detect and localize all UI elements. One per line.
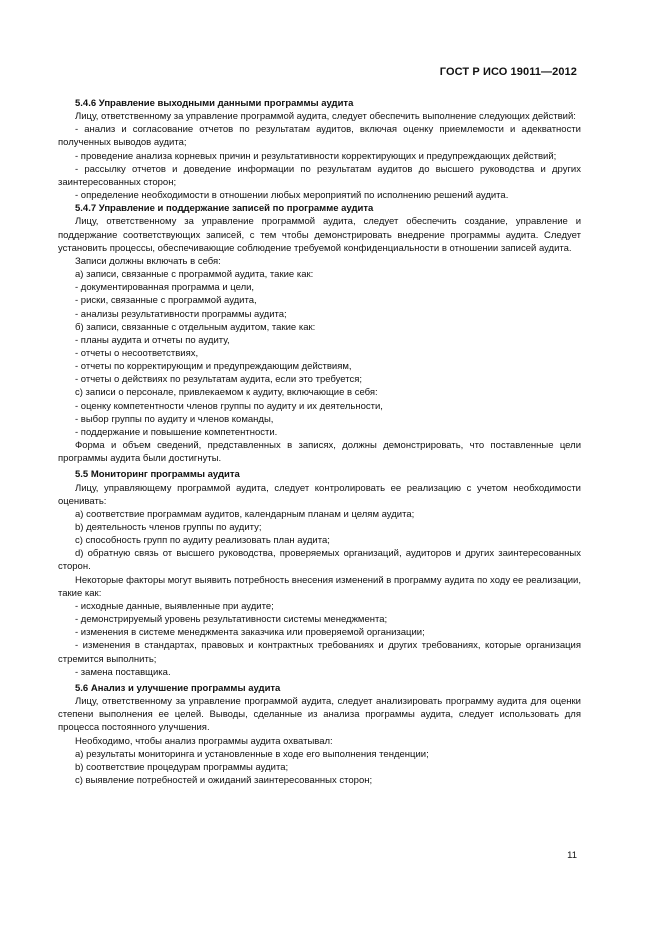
body-paragraph: а) соответствие программам аудитов, календарным планам и целям аудита; — [75, 508, 415, 520]
document-header: ГОСТ Р ИСО 19011—2012 — [439, 66, 577, 78]
body-paragraph: - выбор группы по аудиту и членов команды, — [75, 413, 274, 425]
body-paragraph: - определение необходимости в отношении любых мероприятий по исполнению решений аудита. — [75, 190, 509, 202]
body-paragraph: - проведение анализа корневых причин и результативности корректирующих и предупреждающих действий; — [75, 150, 557, 162]
body-paragraph: - отчеты по корректирующим и предупреждающим действиям, — [75, 361, 352, 373]
body-paragraph: Форма и объем сведений, представленных в записях, должны демонстрировать, что поставленные цели программы аудита были достигнуты. — [58, 440, 581, 465]
body-paragraph: Необходимо, чтобы анализ программы аудита охватывал: — [75, 735, 333, 747]
body-paragraph: Записи должны включать в себя: — [75, 255, 221, 267]
body-paragraph: - планы аудита и отчеты по аудиту, — [75, 334, 230, 346]
page-number: 11 — [567, 850, 577, 861]
body-paragraph: Некоторые факторы могут выявить потребность внесения изменений в программу аудита по ходу ее реализации, такие как: — [58, 574, 581, 599]
body-paragraph: б) записи, связанные с отдельным аудитом, такие как: — [75, 321, 316, 333]
body-paragraph: - отчеты о действиях по результатам аудита, если это требуется; — [75, 374, 363, 386]
body-paragraph: - поддержание и повышение компетентности. — [75, 426, 278, 438]
body-paragraph: а) записи, связанные с программой аудита, такие как: — [75, 269, 314, 281]
body-paragraph: - документированная программа и цели, — [75, 282, 255, 294]
body-paragraph: b) деятельность членов группы по аудиту; — [75, 522, 262, 533]
body-paragraph: с) записи о персонале, привлекаемом к аудиту, включающие в себя: — [75, 387, 378, 399]
body-paragraph: - рассылку отчетов и доведение информации по результатам аудитов до высшего руководства и других заинтересованных сторон; — [58, 163, 581, 188]
body-paragraph: с) способность групп по аудиту реализовать план аудита; — [75, 535, 330, 547]
body-paragraph: Лицу, ответственному за управление программой аудита, следует анализировать программу аудита для оценки степени выполнения ее целей. Выводы, сделанные из анализа программы аудита, следует использовать для процесса постоянного улучшения. — [58, 696, 581, 734]
section-heading: 5.5 Мониторинг программы аудита — [75, 469, 240, 481]
body-paragraph: - замена поставщика. — [75, 666, 171, 678]
section-heading: 5.4.6 Управление выходными данными программы аудита — [75, 98, 354, 109]
body-paragraph: - риски, связанные с программой аудита, — [75, 295, 257, 307]
body-paragraph: - отчеты о несоответствиях, — [75, 347, 199, 359]
body-paragraph: - анализ и согласование отчетов по результатам аудитов, включая оценку приемлемости и адекватности полученных выводов аудита; — [58, 124, 581, 149]
section-heading: 5.4.7 Управление и поддержание записей по программе аудита — [75, 203, 374, 215]
body-paragraph: с) выявление потребностей и ожиданий заинтересованных сторон; — [75, 774, 373, 786]
body-paragraph: Лицу, ответственному за управление программой аудита, следует обеспечить создание, управление и поддержание соответствующих записей, с тем чтобы демонстрировать внедрение программы аудита. Следует установить процессы, обеспечивающие соблюдение требуемой конфиденциальности в отношении записей аудита. — [58, 216, 581, 254]
body-paragraph: Лицу, ответственному за управление программой аудита, следует обеспечить выполнение следующих действий: — [75, 111, 576, 123]
body-paragraph: - исходные данные, выявленные при аудите; — [75, 600, 274, 612]
body-paragraph: - изменения в стандартах, правовых и контрактных требованиях и других требованиях, которые организация стремится выполнить; — [58, 640, 581, 665]
body-paragraph: b) соответствие процедурам программы аудита; — [75, 761, 289, 773]
document-body — [58, 97, 581, 787]
body-paragraph: d) обратную связь от высшего руководства, проверяемых организаций, аудиторов и других заинтересованных сторон. — [58, 548, 581, 573]
body-paragraph: - оценку компетентности членов группы по аудиту и их деятельности, — [75, 400, 383, 412]
section-heading: 5.6 Анализ и улучшение программы аудита — [75, 682, 281, 694]
body-paragraph: - изменения в системе менеджмента заказчика или проверяемой организации; — [75, 627, 425, 639]
body-paragraph: Лицу, управляющему программой аудита, следует контролировать ее реализацию с учетом необходимости оценивать: — [58, 482, 581, 507]
body-paragraph: а) результаты мониторинга и установленные в ходе его выполнения тенденции; — [75, 748, 429, 760]
body-paragraph: - демонстрируемый уровень результативности системы менеджмента; — [75, 614, 388, 626]
body-paragraph: - анализы результативности программы аудита; — [75, 308, 287, 320]
